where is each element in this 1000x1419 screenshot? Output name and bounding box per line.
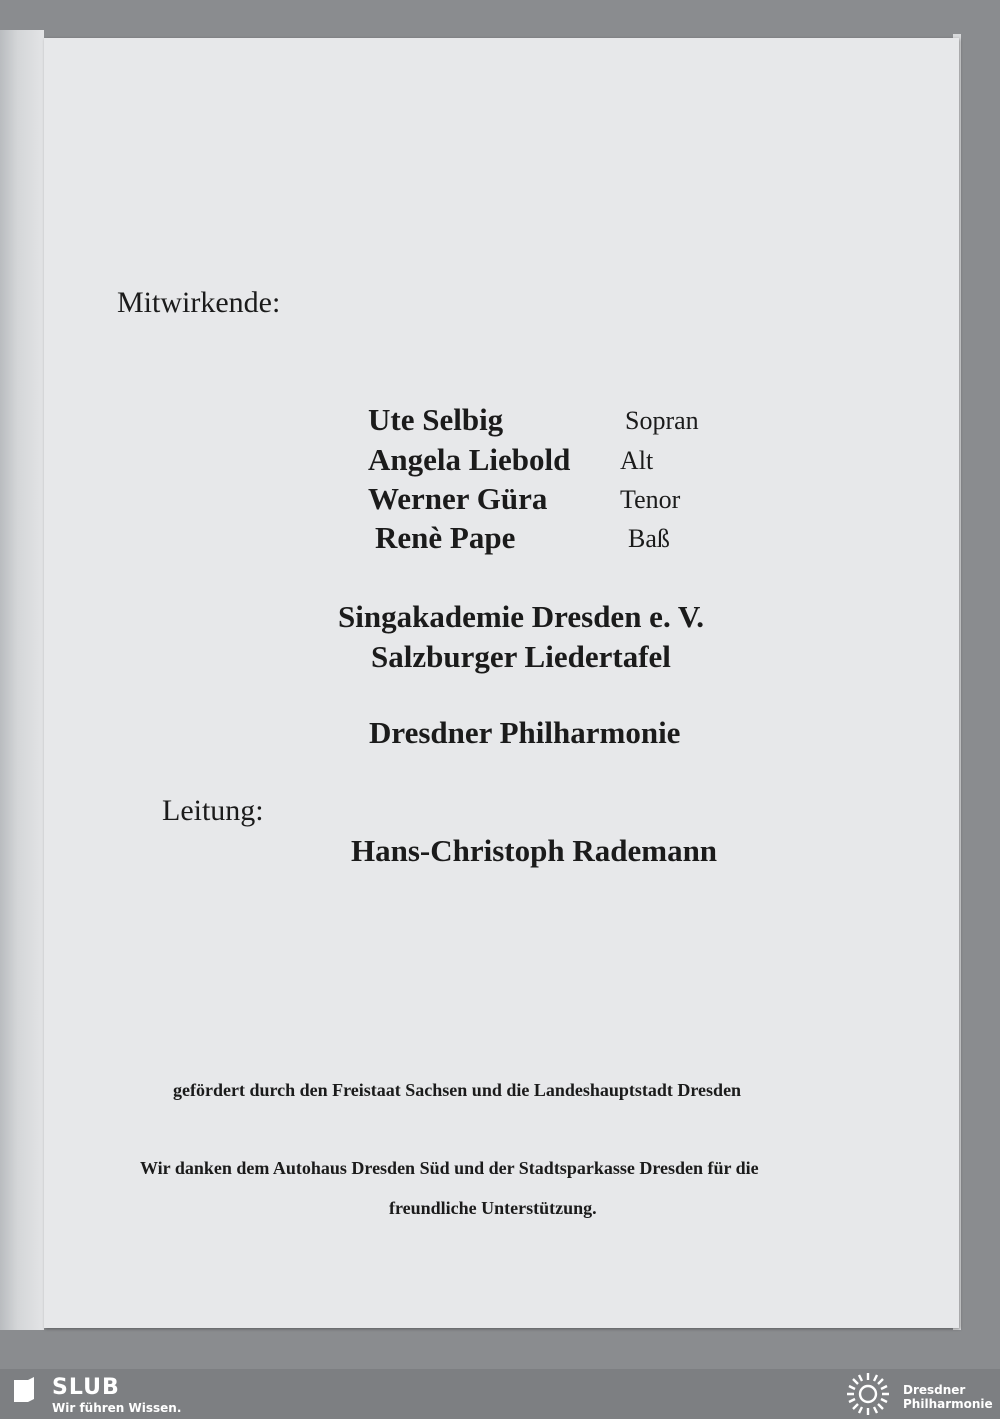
book-icon — [12, 1376, 36, 1404]
thanks-line: Wir danken dem Autohaus Dresden Süd und der Stadtsparkasse Dresden für die — [140, 1158, 759, 1178]
soloist-voice: Sopran — [625, 406, 699, 435]
soloist-name: Angela Liebold — [368, 442, 571, 477]
thanks-line: freundliche Unterstützung. — [389, 1198, 597, 1218]
footer-bar — [0, 1369, 1000, 1419]
conductor-name: Hans-Christoph Rademann — [351, 833, 718, 868]
library-name: SLUB — [52, 1375, 120, 1400]
soloist-voice: Tenor — [620, 485, 681, 514]
soloist-name: Werner Güra — [368, 481, 548, 516]
participants-label: Mitwirkende: — [117, 286, 281, 319]
soloist-name: Ute Selbig — [368, 402, 504, 437]
library-tagline: Wir führen Wissen. — [52, 1401, 182, 1415]
choir-name: Salzburger Liedertafel — [371, 639, 671, 674]
choir-name: Singakademie Dresden e. V. — [338, 599, 705, 634]
soloist-voice: Alt — [620, 446, 654, 475]
partner-name-line: Philharmonie — [903, 1397, 993, 1411]
soloist-voice: Baß — [628, 524, 670, 553]
orchestra-name: Dresdner Philharmonie — [369, 715, 681, 750]
conductor-label: Leitung: — [162, 794, 264, 827]
program-page — [44, 38, 959, 1328]
funding-note: gefördert durch den Freistaat Sachsen und die Landeshauptstadt Dresden — [173, 1080, 742, 1100]
philharmonie-sunburst-logo — [842, 1372, 894, 1416]
adjacent-page-binding — [0, 30, 44, 1330]
soloist-name: Renè Pape — [375, 520, 516, 555]
partner-name-line: Dresdner — [903, 1383, 966, 1397]
